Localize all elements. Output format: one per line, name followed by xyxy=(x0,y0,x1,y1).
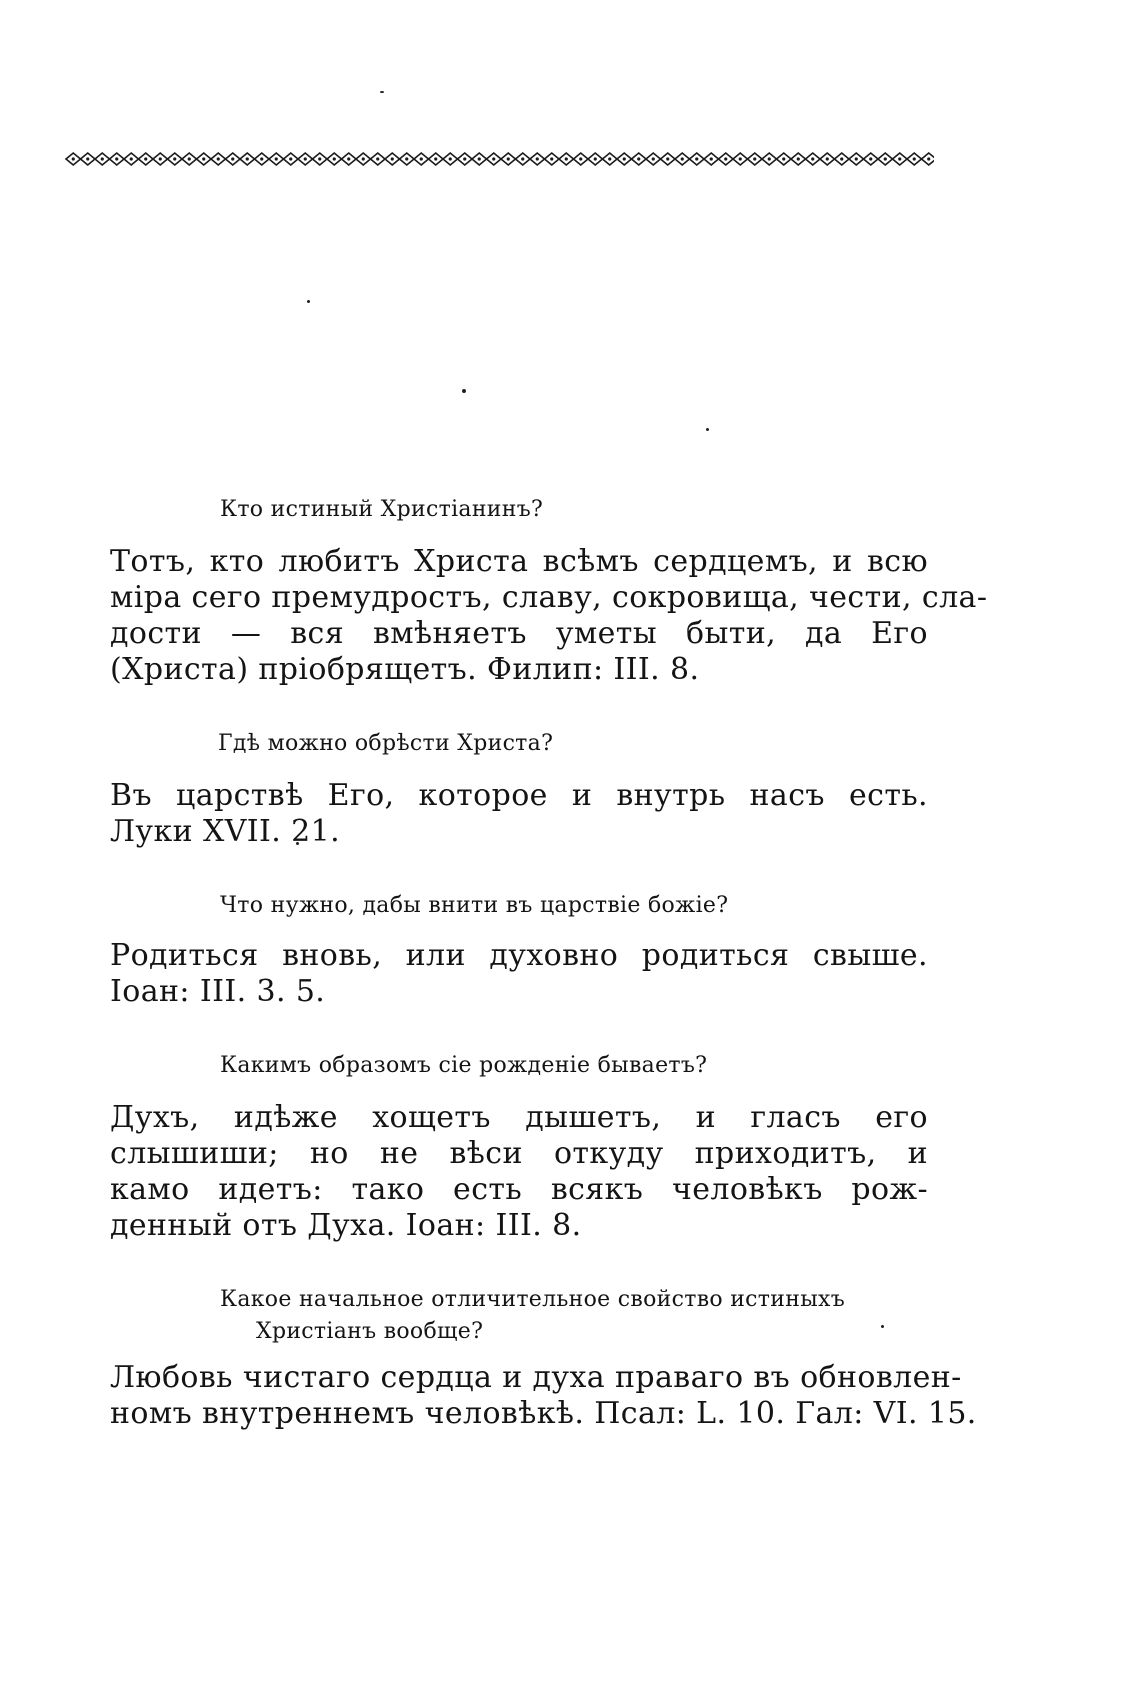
ornament-dot xyxy=(536,157,539,160)
answer-line: Духъ, идѣже хощетъ дышетъ, и гласъ его xyxy=(110,1100,928,1135)
ornamental-border xyxy=(64,148,934,170)
ornament-dot xyxy=(347,157,350,160)
ornament-dot xyxy=(594,157,597,160)
answer-line: номъ внутреннемъ человѣкѣ. Псал: L. 10. Гал: VI. 15. xyxy=(110,1396,977,1431)
ornament-dot xyxy=(144,157,147,160)
ornament-dot xyxy=(782,157,785,160)
answer-line: слышиши; но не вѣси откуду приходитъ, и xyxy=(110,1136,928,1171)
ornament-dot xyxy=(565,157,568,160)
answer-paragraph xyxy=(110,544,988,688)
question-heading: Что нужно, дабы внити въ царствіе божіе? xyxy=(220,893,729,918)
ornament-dot xyxy=(463,157,466,160)
ornament-dot xyxy=(753,157,756,160)
ornament-dot xyxy=(304,157,307,160)
ornament-dot xyxy=(492,157,495,160)
ornament-dot xyxy=(333,157,336,160)
ornament-dot xyxy=(826,157,829,160)
answer-line: камо идетъ: тако есть всякъ человѣкъ рож- xyxy=(110,1172,928,1207)
ornament-dot xyxy=(391,157,394,160)
ornament-dot xyxy=(637,157,640,160)
ornament-dot xyxy=(884,157,887,160)
ornament-dot xyxy=(72,157,75,160)
ink-speck xyxy=(380,91,384,93)
ornament-dot xyxy=(913,157,916,160)
question-heading: Какимъ образомъ сіе рожденіе бываетъ? xyxy=(220,1053,708,1078)
ornament-dot xyxy=(86,157,89,160)
ornament-dot xyxy=(550,157,553,160)
ornament-dot xyxy=(246,157,249,160)
answer-paragraph xyxy=(110,938,928,1010)
ornament-dot xyxy=(695,157,698,160)
ornament-dot xyxy=(260,157,263,160)
ornament-dot xyxy=(188,157,191,160)
answer-line: міра сего премудростъ, славу, сокровища, чести, сла- xyxy=(110,580,988,615)
answer-line: Въ царствѣ Его, которое и внутрь насъ есть. xyxy=(110,778,928,813)
ornament-dot xyxy=(811,157,814,160)
ink-speck xyxy=(307,300,310,303)
question-line: Христіанъ вообще? xyxy=(256,1319,484,1344)
ornament-dot xyxy=(362,157,365,160)
question-heading: Кто истиный Христіанинъ? xyxy=(220,497,544,522)
answer-line: дости — вся вмѣняетъ уметы быти, да Его xyxy=(110,616,928,651)
ornament-dot xyxy=(521,157,524,160)
ornament-dot xyxy=(855,157,858,160)
ornament-dot xyxy=(202,157,205,160)
ink-speck xyxy=(462,389,466,393)
ornament-dot xyxy=(130,157,133,160)
ornament-dot xyxy=(507,157,510,160)
ornament-dot xyxy=(739,157,742,160)
question-heading xyxy=(220,1284,932,1348)
answer-line: денный отъ Духа. Іоан: III. 8. xyxy=(110,1208,582,1243)
answer-line: Родиться вновь, или духовно родиться свыше. xyxy=(110,938,928,973)
ornament-dot xyxy=(101,157,104,160)
ornament-dot xyxy=(405,157,408,160)
ornament-dot xyxy=(869,157,872,160)
answer-line: (Христа) пріобрящетъ. Филип: III. 8. xyxy=(110,652,700,687)
ornament-dot xyxy=(159,157,162,160)
ornament-dot xyxy=(289,157,292,160)
ornament-dot xyxy=(275,157,278,160)
ornament-dot xyxy=(724,157,727,160)
ornament-dot xyxy=(231,157,234,160)
ornament-dot xyxy=(376,157,379,160)
ornament-dot xyxy=(652,157,655,160)
ornament-dot xyxy=(840,157,843,160)
ornament-dot xyxy=(217,157,220,160)
ornament-dot xyxy=(768,157,771,160)
answer-line: Любовь чистаго сердца и духа праваго въ обновлен- xyxy=(110,1360,962,1395)
answer-paragraph xyxy=(110,778,928,850)
question-line: Какое начальное отличительное свойство истиныхъ xyxy=(220,1287,846,1312)
ornament-dot xyxy=(608,157,611,160)
answer-paragraph xyxy=(110,1100,928,1244)
ornament-dot xyxy=(115,157,118,160)
ornament-dot xyxy=(318,157,321,160)
answer-paragraph xyxy=(110,1360,977,1432)
ornament-dot xyxy=(927,157,930,160)
ornament-dot xyxy=(797,157,800,160)
ornament-dot xyxy=(681,157,684,160)
ornament-dot xyxy=(710,157,713,160)
ink-speck xyxy=(706,428,709,431)
answer-line: Тотъ, кто любитъ Христа всѣмъ сердцемъ, и всю xyxy=(110,544,928,579)
ornament-dot xyxy=(478,157,481,160)
question-heading: Гдѣ можно обрѣсти Христа? xyxy=(218,731,554,756)
ornament-dot xyxy=(666,157,669,160)
ornament-dot xyxy=(623,157,626,160)
ornament-dot xyxy=(579,157,582,160)
ornament-dot xyxy=(449,157,452,160)
ornament-dot xyxy=(434,157,437,160)
ornament-dot xyxy=(420,157,423,160)
ornament-dot xyxy=(898,157,901,160)
ornament-dot xyxy=(173,157,176,160)
answer-line: Іоан: III. 3. 5. xyxy=(110,974,326,1009)
answer-line: Луки XVII. 21. xyxy=(110,814,341,849)
